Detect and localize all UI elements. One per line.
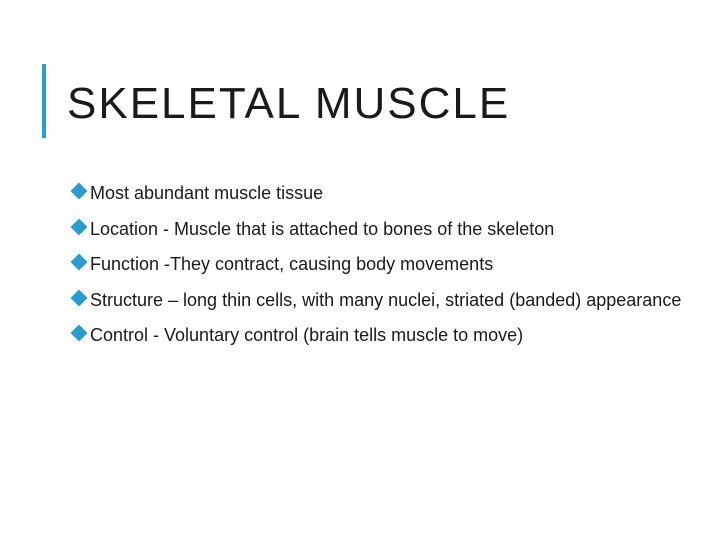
bullet-text: Most abundant muscle tissue: [90, 183, 324, 203]
diamond-bullet-icon: [71, 218, 88, 235]
bullet-text: Location - Muscle that is attached to bones of the skeleton: [90, 218, 555, 239]
diamond-bullet-icon: [71, 254, 88, 271]
list-item: [70, 324, 690, 346]
bullet-text: Control - Voluntary control (brain tells muscle to move): [90, 325, 524, 345]
list-item: [70, 253, 690, 275]
diamond-bullet-icon: [71, 325, 88, 342]
diamond-bullet-icon: [71, 183, 88, 200]
bullet-text: Structure – long thin cells, with many nuclei, striated (banded) appearance: [90, 289, 682, 310]
list-item: [70, 218, 690, 240]
list-item: [70, 289, 690, 311]
list-item: [70, 182, 690, 204]
bullet-list: [70, 182, 690, 360]
slide-title: SKELETAL MUSCLE: [67, 79, 511, 128]
bullet-text: Function -They contract, causing body movements: [90, 254, 494, 274]
diamond-bullet-icon: [71, 289, 88, 306]
title-accent-bar: [42, 64, 46, 138]
